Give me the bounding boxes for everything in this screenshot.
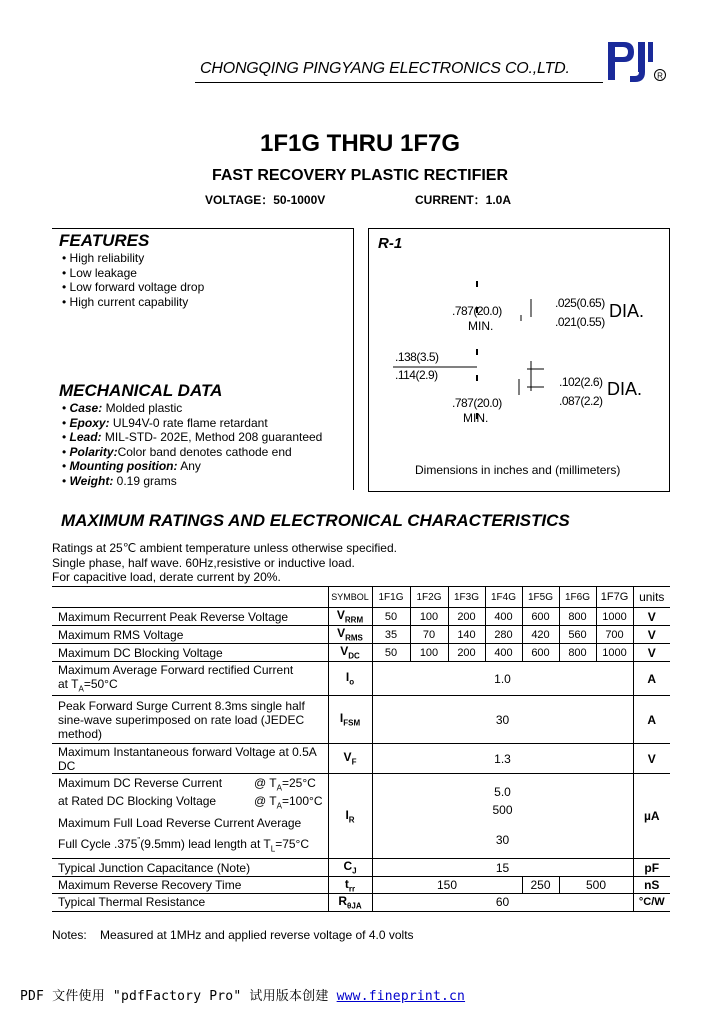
- dim-lead-length-bottom: .787(20.0): [452, 396, 502, 410]
- row-desc: Maximum Instantaneous forward Voltage at 0.5A DC: [52, 744, 328, 774]
- ratings-heading: MAXIMUM RATINGS AND ELECTRONICAL CHARACTERISTICS: [61, 511, 570, 530]
- header-part: 1F4G: [485, 587, 522, 608]
- notes: Notes: Measured at 1MHz and applied reverse voltage of 4.0 volts: [52, 928, 414, 942]
- intro-line: Single phase, half wave. 60Hz,resistive or inductive load.: [52, 555, 355, 570]
- list-item: • High reliability: [62, 251, 145, 265]
- table-row: [52, 696, 670, 744]
- footer-text: PDF 文件使用 "pdfFactory Pro" 试用版本创建: [20, 989, 337, 1004]
- row-desc: Typical Junction Capacitance (Note): [52, 859, 328, 876]
- voltage-spec: VOLTAGE：50-1000V: [205, 193, 326, 207]
- left-section-top-rule: [52, 228, 354, 229]
- row-value: 100: [410, 608, 448, 626]
- dim-dia-label: DIA.: [607, 379, 643, 399]
- row-symbol: $V_{RMS}$: [328, 626, 372, 644]
- row-value: 1.0: [372, 662, 633, 696]
- table-row: [52, 876, 670, 893]
- row-symbol: $V_{DC}$: [328, 644, 372, 662]
- header-part: 1F2G: [410, 587, 448, 608]
- row-value: 150: [372, 876, 522, 893]
- row-unit: V: [633, 608, 670, 626]
- dim-body-dia-min: .087(2.2): [559, 394, 603, 408]
- list-item: • Epoxy: UL94V-0 rate flame retardant: [62, 415, 268, 430]
- row-value: 200: [448, 608, 485, 626]
- ratings-table: [52, 586, 670, 912]
- mechanical-heading: MECHANICAL DATA: [59, 381, 223, 400]
- list-item: • Case: Molded plastic: [62, 401, 183, 415]
- row-value: 1.3: [372, 744, 633, 774]
- row-desc: Maximum RMS Voltage: [52, 626, 328, 644]
- row-value: 800: [559, 608, 596, 626]
- row-desc: Maximum DC Blocking Voltage: [52, 644, 328, 662]
- row-desc: Maximum Recurrent Peak Reverse Voltage: [52, 608, 328, 626]
- header-part: 1F6G: [559, 587, 596, 608]
- list-item: • Low forward voltage drop: [62, 280, 205, 294]
- row-value: 400: [485, 608, 522, 626]
- row-unit: V: [633, 744, 670, 774]
- ratings-intro: [52, 541, 397, 585]
- pdf-footer: [20, 985, 465, 1004]
- row-unit: µA: [633, 774, 670, 859]
- row-unit: V: [633, 644, 670, 662]
- list-item: • Polarity:Color band denotes cathode end: [62, 444, 292, 459]
- list-item: • Low leakage: [62, 265, 137, 280]
- row-symbol: $t_{rr}$: [328, 876, 372, 893]
- row-value: 140: [448, 626, 485, 644]
- list-item: • Lead: MIL-STD- 202E, Method 208 guaranteed: [62, 430, 323, 444]
- table-row: [52, 774, 670, 859]
- row-value: 560: [559, 626, 596, 644]
- intro-line: For capacitive load, derate current by 20%.: [52, 570, 281, 584]
- row-desc: Typical Thermal Resistance: [52, 894, 328, 911]
- row-value: 60: [372, 894, 633, 911]
- dim-body-length-max: .138(3.5): [395, 350, 439, 364]
- dim-min-bottom: MIN.: [463, 411, 489, 425]
- footer-link[interactable]: www.fineprint.cn: [336, 989, 466, 1004]
- header-part: 1F5G: [522, 587, 559, 608]
- row-value: 5.0 500 30: [372, 774, 633, 859]
- left-section-right-rule: [353, 228, 354, 490]
- product-subtitle: FAST RECOVERY PLASTIC RECTIFIER: [211, 167, 509, 184]
- header-part: 1F1G: [372, 587, 410, 608]
- row-value: 70: [410, 626, 448, 644]
- package-diagram: [368, 228, 670, 492]
- list-item: • High current capability: [62, 294, 189, 309]
- header-part: 1F3G: [448, 587, 485, 608]
- row-value: 280: [485, 626, 522, 644]
- table-header-row: [52, 587, 670, 608]
- table-row: [52, 626, 670, 644]
- company-logo-icon: [602, 38, 674, 88]
- row-unit: A: [633, 662, 670, 696]
- dim-lead-length-top: .787(20.0): [452, 304, 502, 318]
- header-part: 1F7G: [596, 587, 633, 608]
- dim-dia-label: DIA.: [609, 301, 645, 321]
- row-unit: pF: [633, 859, 670, 876]
- row-desc: Maximum Reverse Recovery Time: [52, 876, 328, 893]
- product-title: 1F1G THRU 1F7G: [259, 130, 461, 157]
- registered-mark: R: [657, 71, 663, 81]
- current-spec: CURRENT：1.0A: [415, 193, 512, 207]
- list-item: • Mounting position: Any: [62, 459, 201, 473]
- row-symbol: $C_J$: [328, 859, 372, 876]
- row-desc: Maximum DC Reverse Current @ $T_A=25^\circ C$ at Rated DC Blocking Voltage @ $T_A=100^\circ C$ Maximum Full Load Reverse Current Average Full Cycle .375"(9.5mm) lead length at $T_L=75^\circ C$: [52, 774, 328, 859]
- table-row: [52, 644, 670, 662]
- row-symbol: $V_F$: [328, 744, 372, 774]
- row-value: 15: [372, 859, 633, 876]
- row-value: 400: [485, 644, 522, 662]
- row-unit: A: [633, 696, 670, 744]
- header-symbol: SYMBOL: [328, 587, 372, 608]
- dim-body-length-min: .114(2.9): [395, 368, 438, 382]
- list-item: • Weight: 0.19 grams: [62, 473, 177, 488]
- row-value: 200: [448, 644, 485, 662]
- dim-min-top: MIN.: [468, 319, 494, 333]
- features-list: [62, 251, 204, 309]
- row-value: 1000: [596, 608, 633, 626]
- row-desc: Peak Forward Surge Current 8.3ms single half sine-wave superimposed on rate load (JEDEC method): [52, 696, 328, 744]
- row-symbol: $I_{FSM}$: [328, 696, 372, 744]
- row-symbol: $I_o$: [328, 662, 372, 696]
- row-value: 600: [522, 644, 559, 662]
- row-value: 35: [372, 626, 410, 644]
- row-value: 100: [410, 644, 448, 662]
- table-row: [52, 744, 670, 774]
- row-unit: °C/W: [633, 894, 670, 911]
- row-value: 420: [522, 626, 559, 644]
- dimensions-caption: Dimensions in inches and (millimeters): [415, 463, 621, 477]
- row-unit: V: [633, 626, 670, 644]
- row-unit: nS: [633, 876, 670, 893]
- row-value: 500: [559, 876, 633, 893]
- row-value: 250: [522, 876, 559, 893]
- table-row: [52, 608, 670, 626]
- dim-lead-dia-max: .025(0.65): [555, 296, 605, 310]
- row-desc: Maximum Average Forward rectified Current at $T_A=50^\circ C$: [52, 662, 328, 696]
- row-value: 1000: [596, 644, 633, 662]
- row-value: 50: [372, 608, 410, 626]
- dim-body-dia-max: .102(2.6): [559, 375, 603, 389]
- features-heading: FEATURES: [59, 231, 150, 250]
- dim-lead-dia-min: .021(0.55): [555, 315, 605, 329]
- row-symbol: $V_{RRM}$: [328, 608, 372, 626]
- row-value: 30: [372, 696, 633, 744]
- header-rule: [195, 82, 603, 83]
- row-symbol: $I_R$: [328, 774, 372, 859]
- table-row: [52, 859, 670, 876]
- row-value: 700: [596, 626, 633, 644]
- company-name: CHONGQING PINGYANG ELECTRONICS CO.,LTD.: [200, 60, 570, 77]
- intro-line: Ratings at 25℃ ambient temperature unless otherwise specified.: [52, 541, 397, 555]
- package-name: R-1: [378, 235, 403, 252]
- mechanical-list: [62, 401, 322, 488]
- header-units: units: [633, 587, 670, 608]
- row-value: 50: [372, 644, 410, 662]
- row-value: 600: [522, 608, 559, 626]
- table-row: [52, 662, 670, 696]
- table-row: [52, 894, 670, 911]
- row-value: 800: [559, 644, 596, 662]
- row-symbol: $R_{\theta JA}$: [328, 894, 372, 911]
